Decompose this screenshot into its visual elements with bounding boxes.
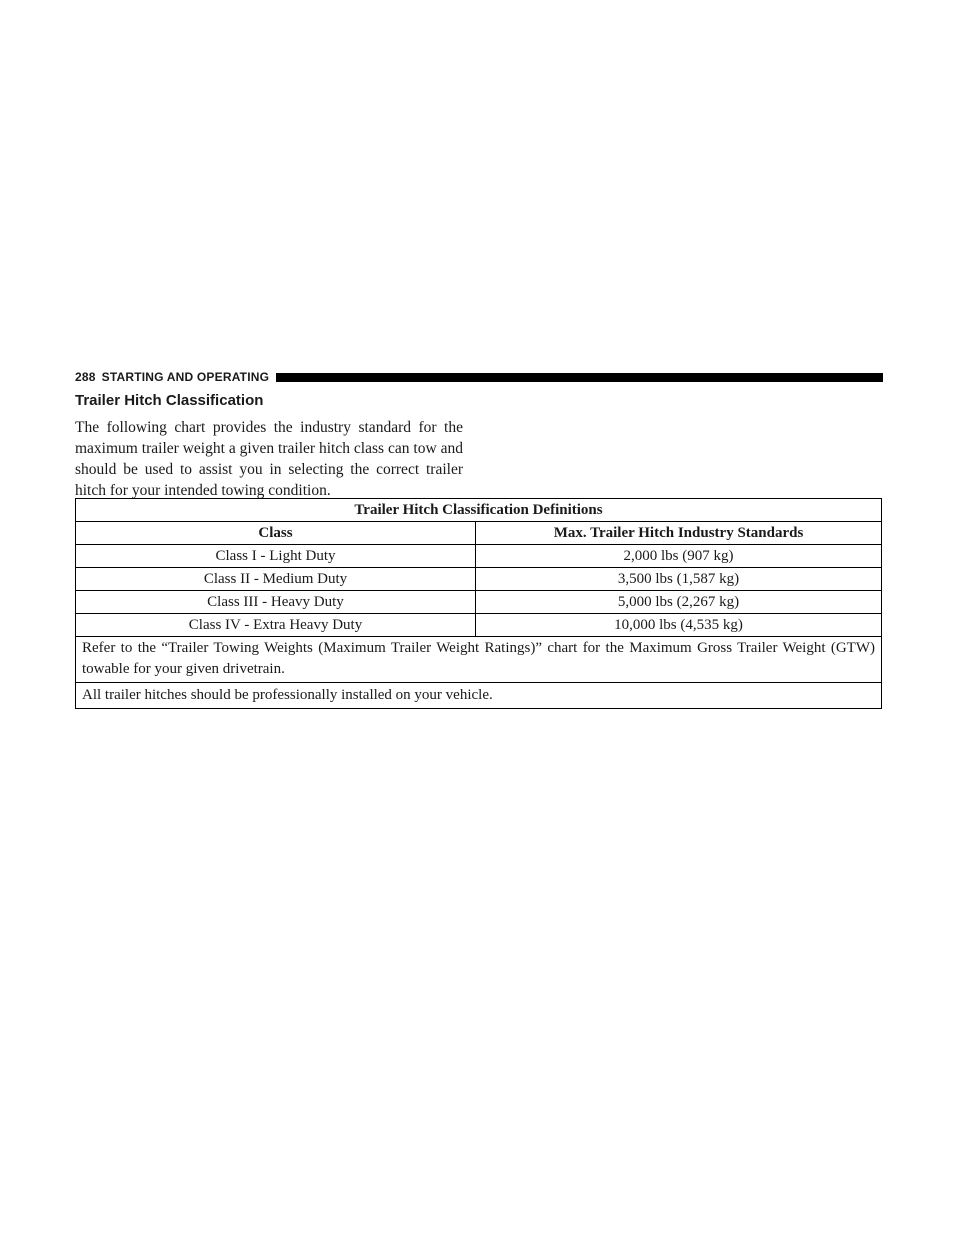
table-row: [76, 568, 882, 591]
table-note-row: [76, 637, 882, 683]
table-row: [76, 614, 882, 637]
column-header-class: Class: [76, 522, 476, 545]
intro-paragraph: The following chart provides the industry standard for the maximum trailer weight a given trailer hitch class can tow and should be used to assist you in selecting the correct trailer hitch for your intended towing condition.: [75, 419, 463, 499]
table-title-row: [76, 499, 882, 522]
table-row: [76, 545, 882, 568]
class-cell: Class II - Medium Duty: [76, 568, 476, 591]
table-header-row: [76, 522, 882, 545]
table-note: Refer to the “Trailer Towing Weights (Maximum Trailer Weight Ratings)” chart for the Maximum Gross Trailer Weight (GTW) towable for your given drivetrain.: [76, 637, 882, 683]
class-cell: Class III - Heavy Duty: [76, 591, 476, 614]
hitch-classification-table: [75, 498, 882, 709]
header-rule: [276, 373, 883, 382]
section-heading: Trailer Hitch Classification: [75, 392, 264, 409]
page-number: 288: [75, 370, 96, 384]
table-note-row: [76, 683, 882, 709]
standard-cell: 5,000 lbs (2,267 kg): [476, 591, 882, 614]
standard-cell: 3,500 lbs (1,587 kg): [476, 568, 882, 591]
standard-cell: 2,000 lbs (907 kg): [476, 545, 882, 568]
class-cell: Class IV - Extra Heavy Duty: [76, 614, 476, 637]
table-row: [76, 591, 882, 614]
section-name: STARTING AND OPERATING: [101, 370, 270, 384]
table-title: Trailer Hitch Classification Definitions: [76, 499, 882, 522]
column-header-standards: Max. Trailer Hitch Industry Standards: [476, 522, 882, 545]
table-note: All trailer hitches should be professionally installed on your vehicle.: [76, 683, 882, 709]
class-cell: Class I - Light Duty: [76, 545, 476, 568]
page-header: [75, 369, 883, 385]
standard-cell: 10,000 lbs (4,535 kg): [476, 614, 882, 637]
